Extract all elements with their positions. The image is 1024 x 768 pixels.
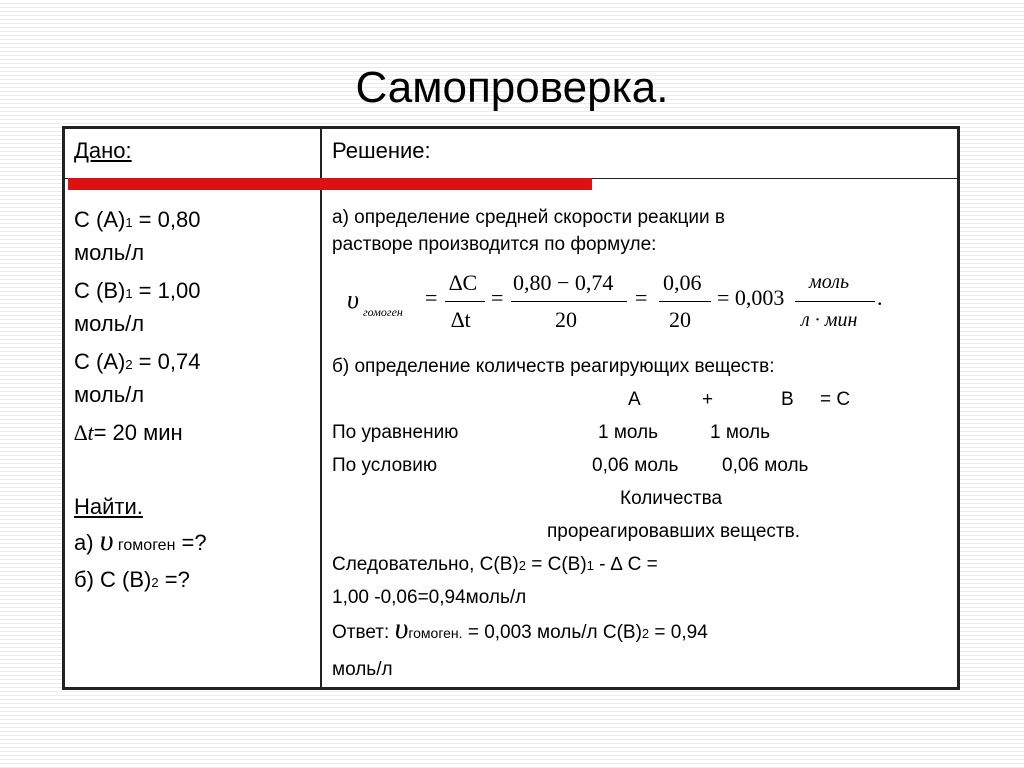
answer-value: = 0,003 моль/л [462,622,598,643]
formula-f2-line [511,301,627,302]
find-b-suffix: =? [158,567,190,592]
consequently-prefix: Следовательно, С(В) [332,554,519,575]
answer-sub: гомоген. [408,625,463,641]
column-divider [320,129,322,687]
reacted-line1: Количества [620,488,723,509]
red-accent-bar [68,178,592,190]
consequently-sub1: 2 [518,558,526,573]
answer-cb-value: = 0,94 [649,622,708,643]
formula-f1-num: ∆C [449,270,478,295]
formula-f3-den: 20 [669,307,691,332]
formula-unit-line [795,301,875,302]
answer-prefix: Ответ: [332,622,395,643]
formula-end: . [877,285,883,310]
answer-row [332,612,708,647]
find-a [74,526,314,561]
eq-plus: + [702,389,714,410]
find-b-prefix: б) С (В) [74,567,152,592]
given-header: Дано: [74,138,132,163]
consequently-end: - ∆ С = [593,554,658,575]
given-delta-t-value: = 20 мин [93,420,183,445]
formula-unit-num: моль [809,271,850,293]
given-c-a1-sub: 1 [125,215,133,230]
given-c-a2-prefix: С (А) [74,349,126,374]
given-c-a2 [74,347,314,380]
delta-t-symbol: ∆t [74,420,94,445]
formula-eq2: = [491,285,504,310]
given-c-a1-prefix: С (А) [74,207,126,232]
solution-part-a-line2: растворе производится по формуле: [332,234,657,255]
upsilon-symbol: υ [99,524,114,557]
given-c-a1-unit: моль/л [74,240,145,265]
solution-part-b: б) определение количеств реагирующих веществ: [332,356,775,377]
by-condition-label: По условию [332,455,438,476]
answer-unit: моль/л [332,659,393,680]
by-condition-val2: 0,06 моль [722,455,809,476]
solution-part-a-line1: а) определение средней скорости реакции в [332,207,725,228]
solution-header: Решение: [332,138,431,163]
formula-eq1: = [425,285,438,310]
answer-cb-sub: 2 [641,626,650,641]
given-c-b1 [74,276,314,309]
formula-f2-den: 20 [555,307,577,332]
given-c-a2-unit: моль/л [74,382,145,407]
answer-cb: С(В) [597,622,642,643]
given-column [74,205,314,598]
by-equation-val1: 1 моль [598,422,659,443]
given-c-b1-value: = 1,00 [132,278,201,303]
eq-a: А [628,389,641,410]
formula-f3-line [659,301,711,302]
by-equation-val2: 1 моль [710,422,771,443]
find-b-sub: 2 [151,575,159,590]
by-equation-label: По уравнению [332,422,459,443]
calculation-row: 1,00 -0,06=0,94моль/л [332,587,527,608]
find-header: Найти. [74,494,143,519]
answer-upsilon: υ [394,612,409,645]
given-c-b1-unit: моль/л [74,311,145,336]
given-c-a1-value: = 0,80 [132,207,201,232]
formula-f3-num: 0,06 [663,270,702,295]
given-c-b1-prefix: С (В) [74,278,126,303]
given-c-b1-sub: 1 [125,286,133,301]
given-delta-t [74,418,314,448]
find-a-suffix: =? [175,530,207,555]
formula-sub: гомоген [363,305,403,319]
consequently-sub2: 1 [586,558,594,573]
given-c-a2-value: = 0,74 [132,349,201,374]
consequently-row [332,551,658,579]
eq-b: В [781,389,794,410]
consequently-mid: = С(В) [525,554,587,575]
formula-upsilon: υ [347,285,359,314]
formula-f1-den: ∆t [451,307,471,332]
formula-eq3: = [635,285,648,310]
find-a-prefix: а) [74,530,100,555]
eq-c: = С [820,389,851,410]
formula-eq4: = 0,003 [717,285,785,310]
self-check-table [62,126,960,690]
find-b [74,565,314,598]
given-c-a2-sub: 2 [125,357,133,372]
rate-formula [347,267,887,337]
formula-f2-num: 0,80 − 0,74 [513,270,614,295]
slide-title: Самопроверка. [355,63,669,112]
formula-f1-line [445,301,485,302]
formula-unit-den: л · мин [801,309,858,331]
reacted-line2: прореагировавших веществ. [547,521,800,542]
given-c-a1 [74,205,314,238]
by-condition-val1: 0,06 моль [592,455,679,476]
find-a-label: гомоген [113,537,176,554]
